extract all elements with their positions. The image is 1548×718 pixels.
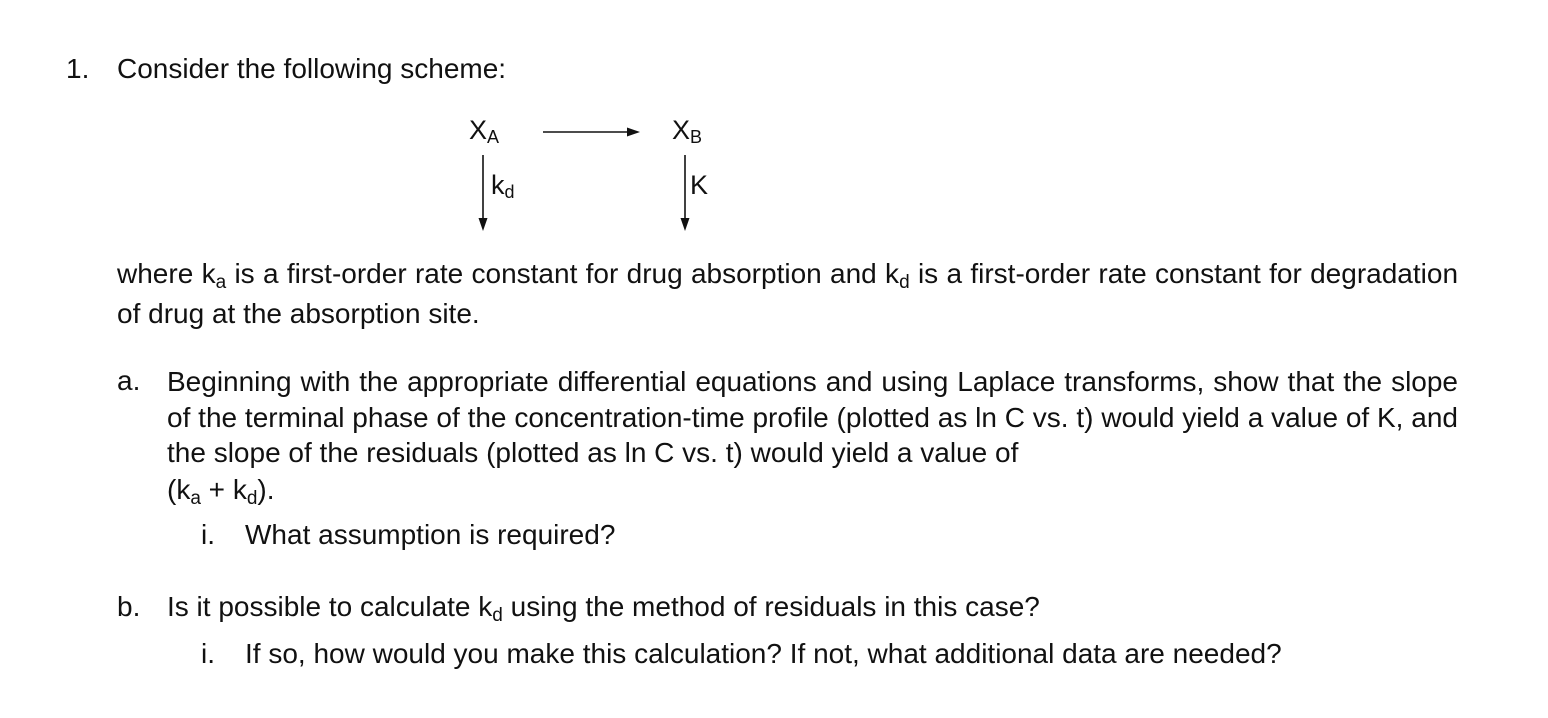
part-b-sub-i-text: If so, how would you make this calculation? If not, what additional data are needed? bbox=[245, 638, 1282, 669]
scheme-description: where ka is a first-order rate constant for drug absorption and kd is a first-order rate constant for degradation of drug at the absorption site. bbox=[117, 258, 1459, 329]
part-a-tail: (ka + kd). bbox=[167, 474, 275, 509]
part-b-marker: b. bbox=[117, 591, 141, 622]
question-intro: Consider the following scheme: bbox=[117, 53, 507, 84]
elimination-arrow bbox=[681, 155, 690, 231]
part-a-sub-i-text: What assumption is required? bbox=[245, 519, 616, 550]
kd-rate-label: kd bbox=[491, 170, 515, 202]
degradation-arrow bbox=[479, 155, 488, 231]
part-a-text: Beginning with the appropriate differential equations and using Laplace transforms, show that the slope of the terminal phase of the concentration-time profile (plotted as ln C vs. t) would yield a value of K, and the slope of the residuals (plotted as ln C vs. t) would yield a value of bbox=[167, 366, 1458, 468]
k-rate-label: K bbox=[690, 170, 709, 200]
compartment-xa-label: XA bbox=[469, 115, 500, 147]
part-a-sub-i-marker: i. bbox=[201, 519, 215, 550]
part-a-marker: a. bbox=[117, 365, 141, 396]
question-number: 1. bbox=[66, 53, 90, 84]
part-b-sub-i-marker: i. bbox=[201, 638, 215, 669]
compartment-xb-label: XB bbox=[672, 115, 703, 147]
part-b-text: Is it possible to calculate kd using the method of residuals in this case? bbox=[167, 591, 1040, 626]
absorption-arrow bbox=[543, 128, 640, 137]
